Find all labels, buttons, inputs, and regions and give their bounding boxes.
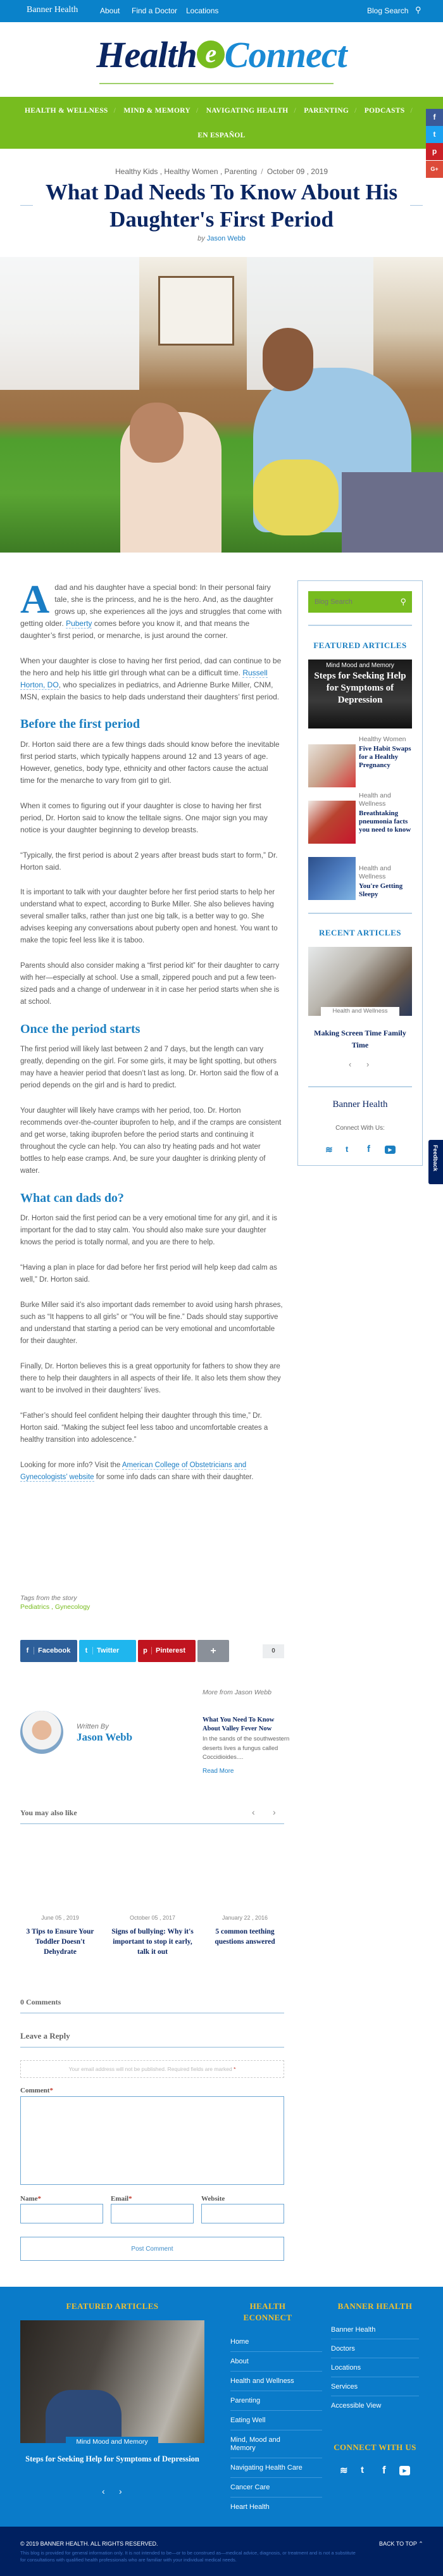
nav-parenting[interactable]: PARENTING xyxy=(304,107,349,115)
section-heading: What can dads do? xyxy=(20,1191,124,1205)
author-avatar[interactable] xyxy=(20,1711,63,1754)
footer-hec-heading xyxy=(230,2301,305,2323)
article-paragraph: Parents should also consider making a “first period kit” for their daughter to carry with her—especially at school. Use a small, zippered pouch and put a few teen-sized pads and a change of underwear in it in case her period starts when she is at school. xyxy=(20,962,280,1006)
chevron-up-icon: ⌃ xyxy=(418,2541,423,2547)
page-title: What Dad Needs To Know About His Daughter's First Period xyxy=(45,180,398,232)
footer-link-cancer-care[interactable]: Cancer Care xyxy=(230,2484,322,2498)
pinterest-share-button[interactable] xyxy=(138,1640,196,1662)
byline-by: by xyxy=(197,235,205,242)
notice-text: Your email address will not be published. Required fields are marked xyxy=(68,2066,232,2072)
tag-links[interactable]: Pediatrics , Gynecology xyxy=(20,1603,90,1611)
twitter-icon[interactable]: t xyxy=(361,2465,364,2475)
related-date: January 22 , 2016 xyxy=(222,1915,268,1921)
article-paragraph: It is important to talk with your daughter before her first period starts to help her understand what to expect, according to Burke Miller. She also believes having several smaller talks, rather than just one big talk, is a better way to go. She advises keeping any conversations about puberty open and honest. You want to make the topic feel less like it is taboo. xyxy=(20,889,278,944)
featured-main-card[interactable] xyxy=(308,660,412,728)
featured-item[interactable] xyxy=(359,735,417,770)
heading-line: ECONNECT xyxy=(243,2313,292,2322)
label: Facebook xyxy=(38,1647,71,1654)
logo-e: e xyxy=(197,41,225,68)
section-heading: Before the first period xyxy=(20,717,140,731)
twitter-icon: t xyxy=(80,1647,93,1654)
category-nav xyxy=(0,97,443,149)
text: Looking for more info? Visit the xyxy=(20,1461,122,1469)
article-paragraph: “Father’s should feel confident helping their daughter through this time,” Dr. Horton said. “Making the subject feel less taboo and uncomfortable creates a healthy transition into adolescence.” xyxy=(20,1412,268,1444)
footer-link-about[interactable]: About xyxy=(230,2358,322,2372)
share-count: 0 xyxy=(263,1644,284,1658)
meta-separator: / xyxy=(261,167,263,176)
nav-about[interactable]: About xyxy=(100,6,120,15)
nav-separator: / xyxy=(354,107,357,115)
back-to-top-button[interactable] xyxy=(379,2541,423,2548)
sidebar-divider xyxy=(308,625,412,626)
puberty-link[interactable]: Puberty xyxy=(66,619,92,628)
comment-notice xyxy=(20,2060,284,2078)
section-heading: Once the period starts xyxy=(20,1022,140,1036)
website-input[interactable] xyxy=(201,2204,284,2223)
featured-articles-heading: FEATURED ARTICLES xyxy=(313,641,407,650)
nav-en-espanol[interactable]: EN ESPAÑOL xyxy=(197,132,246,139)
back-to-top-label: BACK TO TOP xyxy=(379,2541,417,2547)
sidebar-search-input[interactable] xyxy=(308,591,397,613)
article-paragraph: The first period will likely last between 2 and 7 days, but the length can vary greatly, depending on the girl. For some girls, it may be light spotting, but others may have a heavier period that doesn’t last as long. Dr. Horton said the flow of a period depends on the girl and is hard to predict. xyxy=(20,1046,278,1089)
disclaimer: This blog is provided for general information only. It is not intended to be—or to be construed as—medical advice, diagnosis, or treatment and is not a substitute for consultations with qualified health professionals who are familiar with your individual medical needs. xyxy=(20,2550,356,2563)
name-input[interactable] xyxy=(20,2204,103,2223)
article-paragraph: “Typically, the first period is about 2 years after breast buds start to form,” Dr. Horton said. xyxy=(20,851,278,872)
footer-link-home[interactable]: Home xyxy=(230,2338,322,2352)
article-paragraph: Dr. Horton said the first period can be a very emotional time for any girl, and it is important for the dad to stay calm. You should also make sure your daughter knows the period is totally normal, and you are there to help. xyxy=(20,1215,277,1246)
footer-featured-image[interactable] xyxy=(20,2320,204,2443)
article-date: October 09 , 2019 xyxy=(266,167,328,176)
footer-banner-heading: BANNER HEALTH xyxy=(337,2301,413,2311)
nav-locations[interactable]: Locations xyxy=(186,6,219,15)
related-date: October 05 , 2017 xyxy=(129,1915,176,1921)
nav-mind-memory[interactable]: MIND & MEMORY xyxy=(123,107,191,115)
article-paragraph: Finally, Dr. Horton believes this is a great opportunity for fathers to show they are there to help their daughters in all aspects of their life. It also lets them show they want to be involved in their daughters’ lives. xyxy=(20,1363,281,1394)
google-plus-share-icon[interactable]: G+ xyxy=(426,161,443,178)
also-like-next-arrow[interactable]: › xyxy=(273,1807,276,1817)
nav-separator: / xyxy=(410,107,413,115)
banner-health-sidebar-logo[interactable]: Banner Health xyxy=(332,1099,388,1110)
more-article-excerpt: In the sands of the southwestern deserts lives a fungus called Coccidioides.... xyxy=(203,1735,290,1761)
comments-count: 0 Comments xyxy=(20,1998,61,2006)
footer-link-doctors[interactable]: Doctors xyxy=(331,2345,419,2358)
also-like-heading: You may also like xyxy=(20,1808,77,1817)
label-text: Name xyxy=(20,2195,38,2203)
facebook-icon[interactable]: f xyxy=(382,2464,386,2476)
rss-icon[interactable]: ≋ xyxy=(325,1144,333,1154)
also-like-prev-arrow[interactable]: ‹ xyxy=(252,1807,255,1817)
required-star: * xyxy=(37,2195,41,2203)
related-date: June 05 , 2019 xyxy=(41,1915,79,1921)
label: Twitter xyxy=(97,1647,120,1654)
nav-separator: / xyxy=(113,107,116,115)
footer-next-arrow[interactable]: › xyxy=(119,2486,122,2496)
youtube-icon[interactable]: ▶ xyxy=(385,1146,396,1154)
more-from-author-card xyxy=(203,1716,291,1775)
website-label: Website xyxy=(201,2195,225,2203)
sidebar-search[interactable] xyxy=(308,591,412,613)
twitter-icon[interactable]: t xyxy=(346,1144,349,1154)
footer-link-mind-mood-memory[interactable]: Mind, Mood and Memory xyxy=(230,2436,322,2458)
text: for some info dads can share with their daughter. xyxy=(94,1473,254,1481)
required-star: * xyxy=(128,2195,132,2203)
article-paragraph: “Having a plan in place for dad before her first period will help keep dad calm as well,” Dr. Horton said. xyxy=(20,1264,277,1284)
rss-icon[interactable]: ≋ xyxy=(340,2465,348,2476)
article-paragraph: Your daughter will likely have cramps with her period, too. Dr. Horton recommends over-the-counter ibuprofen to help, and if the cramps are consistent and get worse, taking ibuprofen before the period starts and continuing it throughout the cycle can help. You can also try heating pads and hot water bottles to help ease cramps. And, be sure your daughter is drinking plenty of water. xyxy=(20,1107,282,1175)
feedback-tab[interactable] xyxy=(428,1140,443,1184)
search-icon[interactable]: ⚲ xyxy=(400,597,406,606)
hero-image xyxy=(0,257,443,553)
article-paragraph: Dr. Horton said there are a few things dads should know before the inevitable first period starts, which typically happens around 12 and 13 years of age. However, genetics, body type, ethnicity and other factors cause the actual time for the menarche to vary from girl to girl. xyxy=(20,740,280,785)
author-link[interactable]: Jason Webb xyxy=(206,235,246,242)
related-title[interactable]: Signs of bullying: Why it's important to stop it early, talk it out xyxy=(111,1928,194,1956)
footer-link-accessible-view[interactable]: Accessible View xyxy=(331,2402,382,2410)
blog-search-link[interactable]: Blog Search xyxy=(367,6,409,15)
label-text: Comment xyxy=(20,2087,50,2094)
nav-find-doctor[interactable]: Find a Doctor xyxy=(132,6,178,15)
featured-item-title[interactable]: You're Getting Sleepy xyxy=(359,882,403,898)
footer-prev-arrow[interactable]: ‹ xyxy=(102,2486,105,2496)
acog-link[interactable]: American College of Obstetricians and Gynecologists’ website xyxy=(20,1461,247,1481)
footer-featured-title[interactable]: Steps for Seeking Help for Symptoms of Depression xyxy=(25,2454,199,2463)
footer-featured-category: Mind Mood and Memory xyxy=(66,2437,158,2447)
carousel-next-arrow[interactable]: › xyxy=(366,1060,370,1069)
banner-health-logo[interactable]: Banner Health xyxy=(27,5,78,15)
footer-link-navigating-health-care[interactable]: Navigating Health Care xyxy=(230,2464,322,2478)
carousel-prev-arrow[interactable]: ‹ xyxy=(349,1060,352,1069)
more-article-title[interactable]: What You Need To Know About Valley Fever Now xyxy=(203,1716,275,1732)
facebook-icon[interactable]: f xyxy=(367,1144,370,1154)
search-icon[interactable]: ⚲ xyxy=(415,5,421,15)
comment-textarea[interactable] xyxy=(20,2096,284,2185)
nav-navigating-health[interactable]: NAVIGATING HEALTH xyxy=(206,107,289,115)
footer-hec-links xyxy=(230,2338,322,2522)
divider xyxy=(20,2047,284,2048)
featured-item-category: Healthy Women xyxy=(359,735,406,743)
footer-link-services[interactable]: Services xyxy=(331,2383,419,2396)
top-bar xyxy=(0,0,443,22)
email-label xyxy=(111,2195,132,2203)
featured-item-title[interactable]: Five Habit Swaps for a Healthy Pregnancy xyxy=(359,745,411,769)
feedback-label: Feedback xyxy=(432,1145,439,1172)
featured-item[interactable] xyxy=(359,792,417,834)
label-text: Email xyxy=(111,2195,129,2203)
sidebar-divider xyxy=(308,913,412,914)
recent-article-image[interactable] xyxy=(308,947,412,1016)
facebook-share-button[interactable] xyxy=(20,1640,77,1662)
related-title[interactable]: 5 common teething questions answered xyxy=(215,1928,275,1946)
article-paragraph xyxy=(20,655,283,703)
name-label xyxy=(20,2195,41,2203)
more-share-button[interactable]: + xyxy=(197,1640,229,1662)
russell-horton-link[interactable]: Russell Horton, DO xyxy=(20,668,268,689)
footer-link-heart-health[interactable]: Heart Health xyxy=(230,2503,270,2511)
connect-with-us-label: Connect With Us: xyxy=(335,1125,385,1132)
heading-line: HEALTH xyxy=(249,2301,286,2311)
article-paragraph: Burke Miller said it’s also important dads remember to avoid using harsh phrases, such as “It happens to all girls” or “You will be fine.” Dads should stay supportive and understand that starting a period can be very emotional and uncomfortable for their daughter. xyxy=(20,1301,283,1345)
healtheconnect-logo[interactable] xyxy=(0,30,443,93)
featured-title: Steps for Seeking Help for Symptoms of Depression xyxy=(314,671,406,705)
text: comes before you know it, and that means the daughter’s first period, or menarche, is just around the corner. xyxy=(20,619,250,640)
twitter-share-icon[interactable]: t xyxy=(426,126,443,143)
drop-cap: A xyxy=(20,577,50,622)
footer-featured-heading: FEATURED ARTICLES xyxy=(66,2301,159,2311)
featured-category: Mind Mood and Memory xyxy=(326,662,394,669)
recent-article-category: Health and Wellness xyxy=(321,1007,399,1016)
related-title[interactable]: 3 Tips to Ensure Your Toddler Doesn't Dehydrate xyxy=(26,1928,94,1956)
nav-separator: / xyxy=(196,107,199,115)
copyright: © 2019 BANNER HEALTH. ALL RIGHTS RESERVED. xyxy=(20,2541,158,2547)
article-paragraph: When it comes to figuring out if your daughter is close to having her first period, Dr. Horton said to know the telltale signs. One major sign you may notice is your daughter beginning to develop breasts. xyxy=(20,801,268,834)
footer-link-health-wellness[interactable]: Health and Wellness xyxy=(230,2377,322,2391)
footer-link-parenting[interactable]: Parenting xyxy=(230,2397,322,2411)
footer-connect-heading: CONNECT WITH US xyxy=(334,2442,416,2452)
text: , who specializes in pediatrics, and Adrienne Burke Miller, CNM, MSN, explain the basics to help dads understand their daughters’ first period. xyxy=(20,680,280,701)
comment-label xyxy=(20,2087,53,2094)
facebook-icon: f xyxy=(22,1647,34,1654)
written-by-label: Written By xyxy=(77,1723,109,1730)
featured-item-category: Health and Wellness xyxy=(359,865,391,880)
related-article[interactable] xyxy=(204,1914,286,1947)
recent-article-title[interactable]: Making Screen Time Family Time xyxy=(314,1029,406,1049)
logo-underline xyxy=(99,83,334,84)
logo-connect: Connect xyxy=(224,34,347,75)
text: When your daughter is close to having her first period, dad can continue to be the hero and help his little girl through what can be a difficult time. xyxy=(20,656,282,677)
required-star: * xyxy=(49,2087,53,2094)
featured-item-image[interactable] xyxy=(308,744,356,787)
pinterest-share-icon[interactable]: p xyxy=(426,143,443,160)
email-input[interactable] xyxy=(111,2204,194,2223)
required-star: * xyxy=(234,2066,236,2072)
nav-podcasts[interactable]: PODCASTS xyxy=(364,107,405,115)
logo-health: Health xyxy=(96,34,197,75)
footer-link-eating-well[interactable]: Eating Well xyxy=(230,2417,322,2430)
more-from-label: More from Jason Webb xyxy=(203,1689,271,1696)
article-paragraph xyxy=(20,577,283,642)
byline xyxy=(0,235,443,242)
text: dad and his daughter have a special bond: In their personal fairy tale, she is the princess, and he is the hero. And, as the daughter grows up, she experiences all the joys and struggles that come with getting older. xyxy=(20,583,282,628)
related-article[interactable] xyxy=(19,1914,101,1957)
featured-item-image[interactable] xyxy=(308,801,356,844)
leave-reply-heading: Leave a Reply xyxy=(20,2031,70,2041)
label: Pinterest xyxy=(156,1647,186,1654)
article-categories[interactable]: Healthy Kids , Healthy Women , Parenting xyxy=(115,167,257,176)
tags-label: Tags from the story xyxy=(20,1594,77,1602)
related-article[interactable] xyxy=(111,1914,194,1957)
article-body xyxy=(20,577,283,1497)
featured-item[interactable] xyxy=(359,865,417,899)
youtube-icon[interactable]: ▶ xyxy=(399,2466,410,2475)
featured-item-category: Health and Wellness xyxy=(359,792,391,808)
nav-health-wellness[interactable]: HEALTH & WELLNESS xyxy=(24,107,108,115)
featured-item-title[interactable]: Breathtaking pneumonia facts you need to know xyxy=(359,810,411,834)
sidebar-divider xyxy=(308,1086,412,1087)
tags xyxy=(20,1594,90,1611)
article-meta xyxy=(0,167,443,176)
author-name[interactable]: Jason Webb xyxy=(77,1731,133,1743)
pinterest-icon: p xyxy=(139,1647,152,1654)
footer-link-locations[interactable]: Locations xyxy=(331,2364,419,2377)
facebook-share-icon[interactable]: f xyxy=(426,109,443,126)
post-comment-button[interactable]: Post Comment xyxy=(20,2237,284,2261)
read-more-link[interactable]: Read More xyxy=(203,1767,234,1775)
recent-articles-heading: RECENT ARTICLES xyxy=(319,928,401,937)
featured-item-image[interactable] xyxy=(308,857,356,900)
article-paragraph xyxy=(20,1460,283,1484)
nav-separator: / xyxy=(294,107,297,115)
footer-link-banner-health[interactable]: Banner Health xyxy=(331,2326,419,2339)
twitter-share-button[interactable] xyxy=(79,1640,136,1662)
divider xyxy=(20,1823,284,1824)
